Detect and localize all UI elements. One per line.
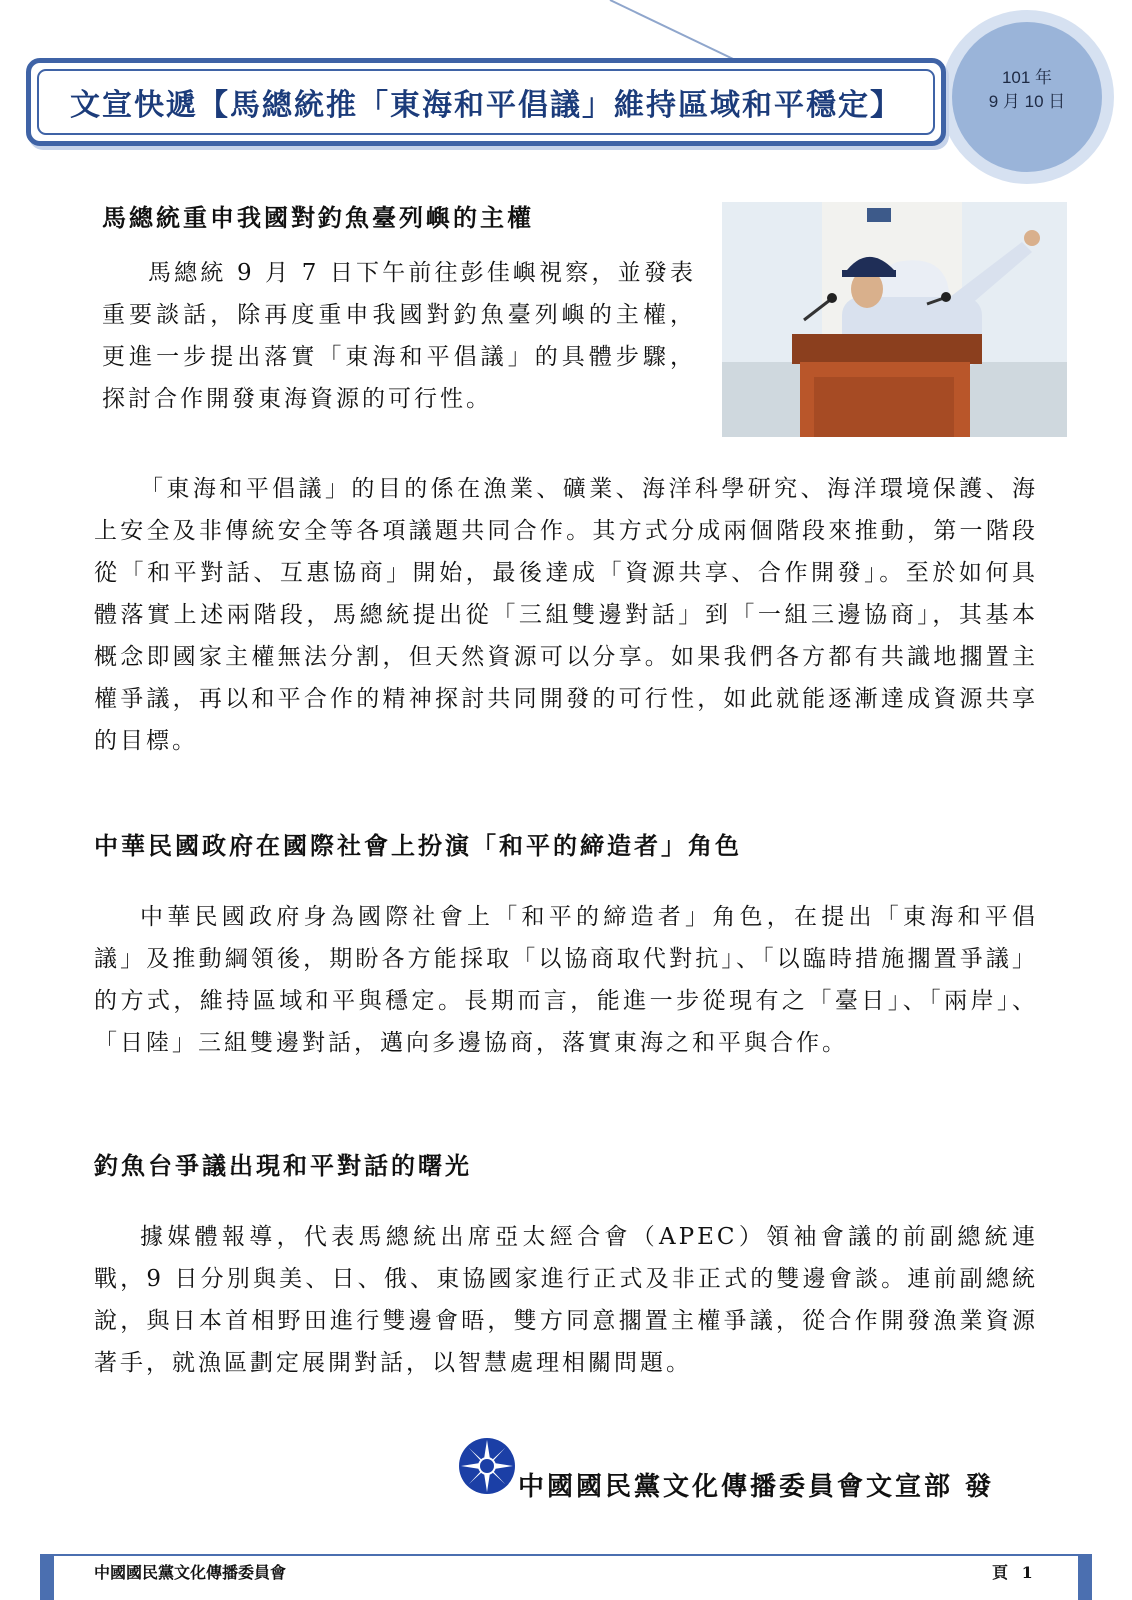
footer-rule [40,1554,1092,1556]
footer-organization: 中國國民黨文化傳播委員會 [94,1563,287,1582]
section-heading-dialogue: 釣魚台爭議出現和平對話的曙光 [94,1151,472,1180]
issuer-signature: 中國國民黨文化傳播委員會文宣部 發 [518,1472,995,1502]
issue-date [952,66,1102,114]
paragraph-visit: 馬總統 9 月 7 日下午前往彭佳嶼視察，並發表重要談話，除再度重申我國對釣魚臺列嶼的主權，更進一步提出落實「東海和平倡議」的具體步驟，探討合作開發東海資源的可行性。 [102,260,696,412]
page-number: 頁 1 [992,1563,1037,1582]
issue-date-year: 101 年 [1001,68,1053,87]
president-podium-photo [722,202,1067,437]
paragraph-peacemaker: 中華民國政府身為國際社會上「和平的締造者」角色，在提出「東海和平倡議」及推動綱領後，期盼各方能採取「以協商取代對抗」、「以臨時措施擱置爭議」的方式，維持區域和平與穩定。長期而言，能進一步從現有之「臺日」、「兩岸」、「日陸」三組雙邊對話，邁向多邊協商，落實東海之和平與合作。 [94,904,1038,1056]
paragraph-initiative: 「東海和平倡議」的目的係在漁業、礦業、海洋科學研究、海洋環境保護、海上安全及非傳統安全等各項議題共同合作。其方式分成兩個階段來推動，第一階段從「和平對話、互惠協商」開始，最後達成「資源共享、合作開發」。至於如何具體落實上述兩階段，馬總統提出從「三組雙邊對話」到「一組三邊協商」，其基本概念即國家主權無法分割，但天然資源可以分享。如果我們各方都有共識地擱置主權爭議，再以和平合作的精神探討共同開發的可行性，如此就能逐漸達成資源共享的目標。 [94,476,1038,754]
kmt-emblem-icon [458,1437,516,1495]
footer-bar-left [40,1556,54,1600]
title-banner [26,58,946,146]
section-heading-sovereignty: 馬總統重申我國對釣魚臺列嶼的主權 [102,203,534,232]
page-title: 文宣快遞【馬總統推「東海和平倡議」維持區域和平穩定】 [70,88,902,123]
section-heading-peacemaker: 中華民國政府在國際社會上扮演「和平的締造者」角色 [94,831,742,860]
issue-date-day: 9 月 10 日 [988,92,1066,111]
paragraph-dialogue: 據媒體報導，代表馬總統出席亞太經合會（APEC）領袖會議的前副總統連戰，9 日分別與美、日、俄、東協國家進行正式及非正式的雙邊會談。連前副總統說，與日本首相野田進行雙邊會晤，雙方同意擱置主權爭議，從合作開發漁業資源著手，就漁區劃定展開對話，以智慧處理相關問題。 [94,1224,1038,1376]
footer-bar-right [1078,1556,1092,1600]
